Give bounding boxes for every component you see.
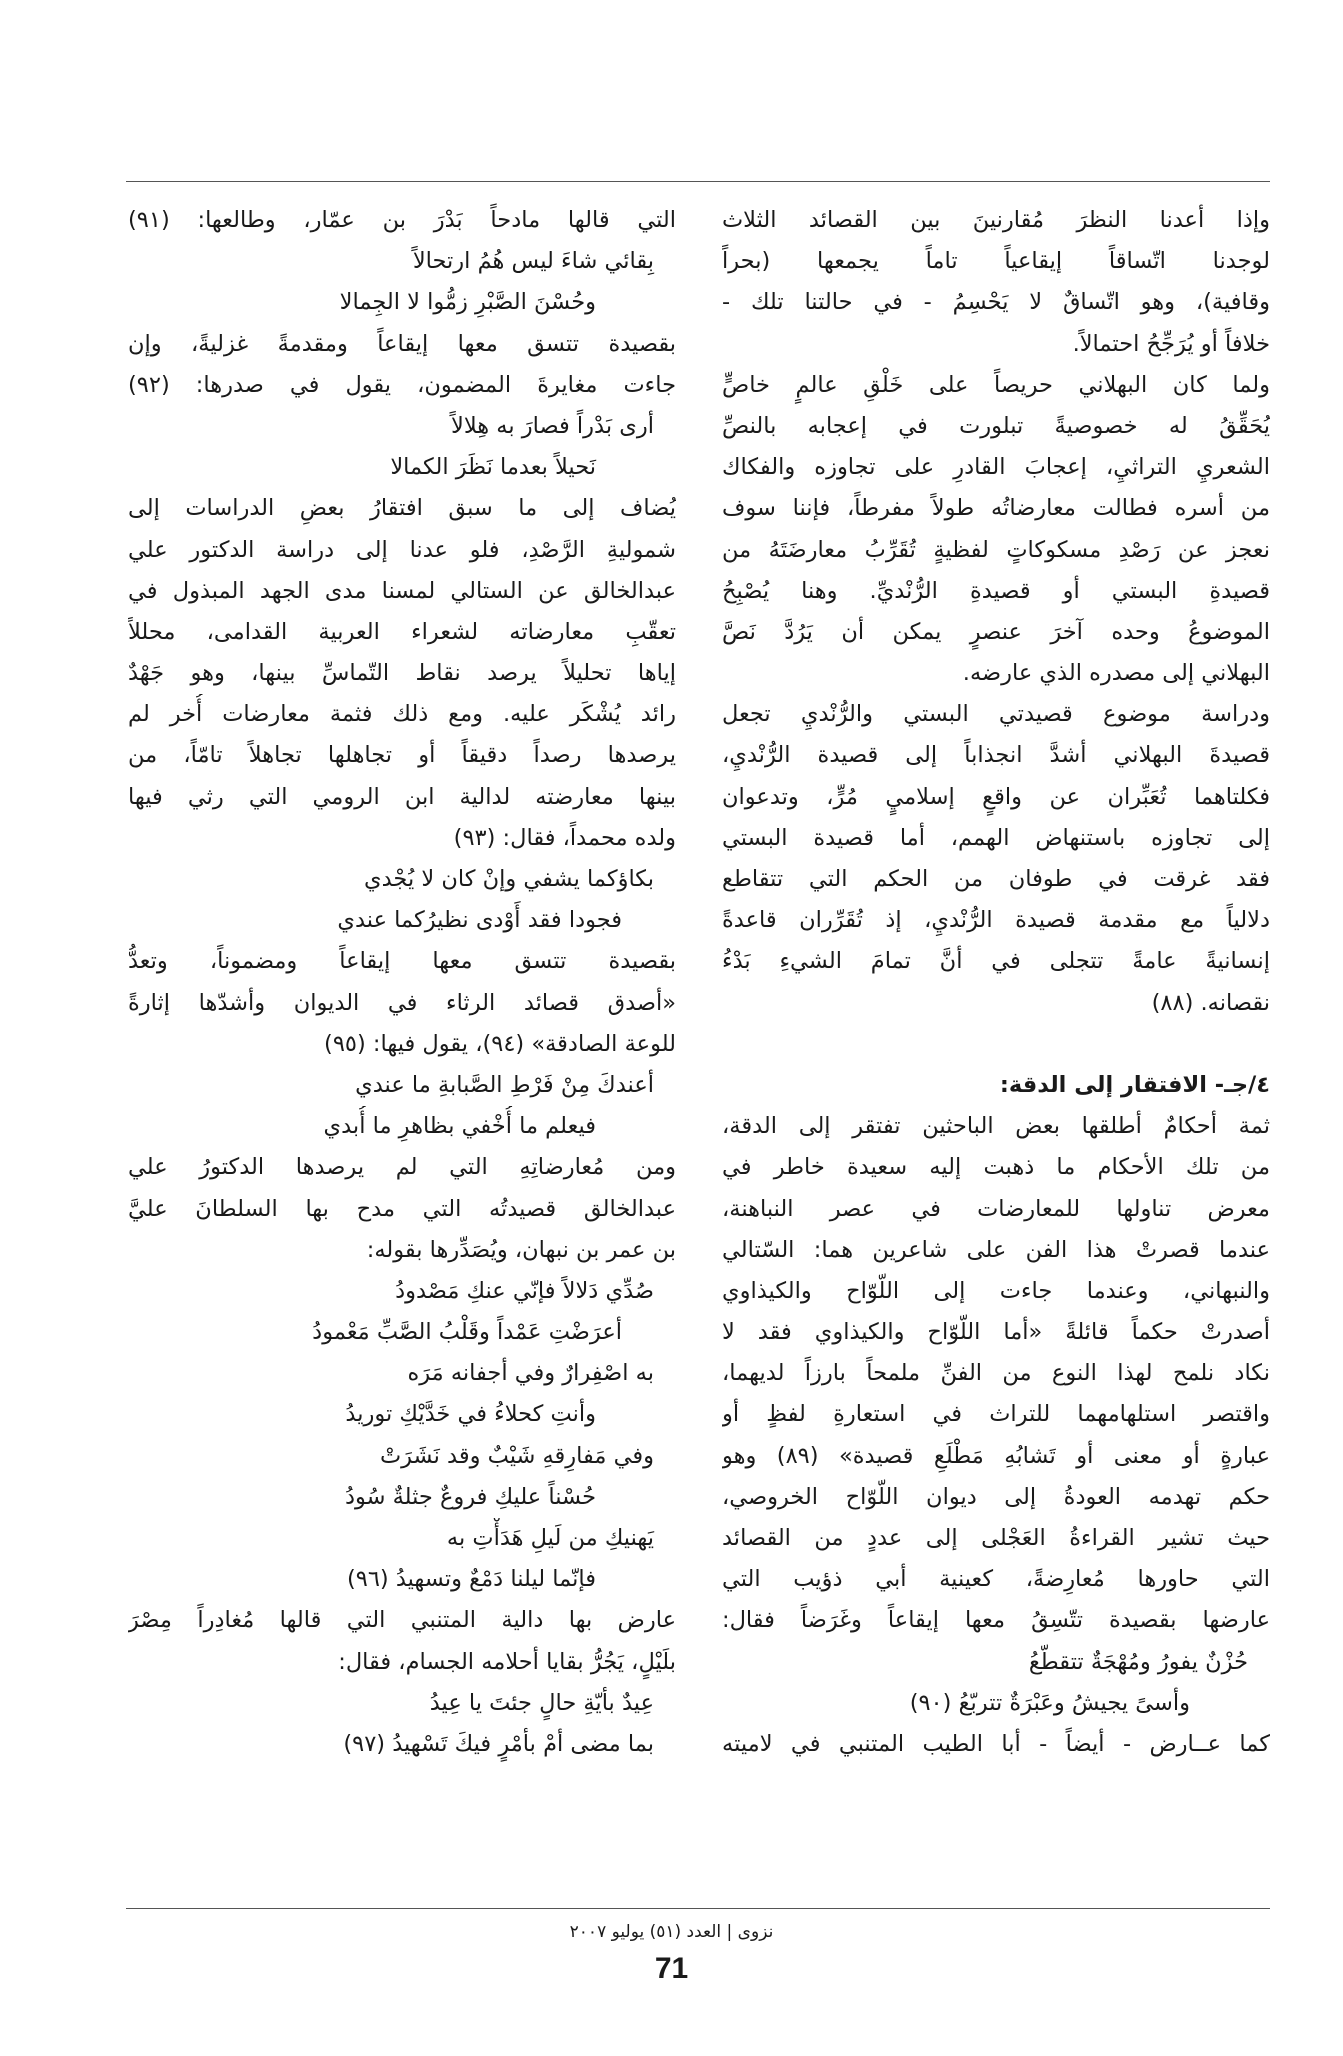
right-column-text-line: إلى تجاوزه باستنهاض الهمم، أما قصيدة البستي bbox=[722, 824, 1270, 851]
right-column-text-line: حيث تشير القراءةُ العَجْلى إلى عددٍ من القصائد bbox=[722, 1525, 1270, 1551]
right-column-text-line: معرض تناولها للمعارضات في عصر النباهنة، bbox=[722, 1195, 1270, 1222]
left-column-poem-verse: حُسْناً عليكِ فروعٌ جثلةٌ سُودُ bbox=[344, 1483, 596, 1510]
left-column-poem-verse: أعرَضْتِ عَمْداً وقَلْبُ الصَّبِّ مَعْمودُ bbox=[312, 1319, 622, 1346]
left-column-text-line: عبدالخالق عن الستالي لمسنا مدى الجهد المبذول في bbox=[128, 577, 676, 604]
right-column-text-line: دلالياً مع مقدمة قصيدة الرُّنْديِ، إذ تُقَرِّران قاعدةً bbox=[722, 907, 1270, 934]
left-column-poem-verse: به اصْفِرارٌ وفي أجفانه مَرَه bbox=[407, 1360, 654, 1387]
left-column-poem-verse: فجودا فقد أَوْدى نظيرُكما عندي bbox=[337, 907, 622, 934]
left-column-text-line: جاءت مغايرةَ المضمون، يقول في صدرها: (٩٢) bbox=[128, 371, 676, 398]
left-column-text-line: بن عمر بن نبهان، ويُصَدِّرها بقوله: bbox=[366, 1236, 676, 1263]
right-column-poem-verse: وأسىً يجيشُ وعَبْرَةٌ تتربّعُ (٩٠) bbox=[909, 1689, 1190, 1716]
left-column-poem-verse: أرى بَدْراً فصارَ به هِلالاً bbox=[451, 412, 654, 439]
left-column-text-line: يُضاف إلى ما سبق افتقارُ بعضِ الدراسات إلى bbox=[128, 495, 676, 522]
right-column-text-line: يُحَقِّقُ له خصوصيةً تبلورت في إعجابه بالنصِّ bbox=[722, 412, 1270, 439]
left-column-text-line: يرصدها رصداً دقيقاً أو تجاهلها تجاهلاً تامّاً، من bbox=[128, 742, 676, 769]
right-column-text-line: واقتصر استلهامهما للتراث في استعارةِ لفظٍ أو bbox=[722, 1401, 1270, 1428]
right-column-text-line: عبارةٍ أو معنى أو تَشابُهِ مَطْلَعِ قصيدة» (٨٩) وهو bbox=[722, 1442, 1270, 1469]
right-column-text-line: ولما كان البهلاني حريصاً على خَلْقِ عالمٍ خاصٍّ bbox=[722, 371, 1270, 398]
left-column bbox=[128, 200, 676, 1765]
left-column-text-line: التي قالها مادحاً بَدْرَ بن عمّار، وطالعها: (٩١) bbox=[128, 207, 676, 233]
right-column-text-line: الموضوعُ وحده آخرَ عنصرٍ يمكن أن يَرُدَّ نَصَّ bbox=[722, 618, 1270, 645]
right-column-text-line: خلافاً أو يُرَجِّحُ احتمالاً. bbox=[1072, 330, 1270, 357]
left-column-text-line: بينها معارضته لدالية ابن الرومي التي رثي فيها bbox=[128, 783, 676, 810]
right-column-text-line: والنبهاني، وعندما جاءت إلى اللّوّاح والكيذاوي bbox=[722, 1277, 1270, 1304]
left-column-text-line: بقصيدة تتسق معها إيقاعاً ومضموناً، وتعدُّ bbox=[128, 948, 676, 975]
right-column-text-line: الشعريِ التراثيِ، إعجابَ القادرِ على تجاوزه والفكاك bbox=[722, 454, 1270, 481]
left-column-text-line: تعقّبِ معارضاته لشعراء العربية القدامى، محللاً bbox=[128, 618, 676, 645]
left-column-poem-verse: بما مضى أمْ بأمْرٍ فيكَ تَسْهيدُ (٩٧) bbox=[343, 1730, 654, 1757]
right-column-text-line: التي حاورها مُعارِضةً، كعينية أبي ذؤيب التي bbox=[722, 1566, 1270, 1593]
right-column-text-line: وإذا أعدنا النظرَ مُقارنينَ بين القصائد الثلاث bbox=[722, 207, 1270, 233]
left-column-poem-verse: وأنتِ كحلاءُ في خَدَّيْكِ توريدُ bbox=[345, 1401, 596, 1428]
right-column-poem-verse: حُزْنٌ يفورُ ومُهْجَةٌ تتقطّعُ bbox=[1028, 1648, 1248, 1675]
left-column-poem-verse: بكاؤكما يشفي وإنْ كان لا يُجْدي bbox=[364, 866, 654, 892]
right-column-text-line bbox=[722, 1024, 1270, 1065]
right-column-text-line: أصدرتْ حكماً قائلةً «أما اللّوّاح والكيذاوي فقد لا bbox=[722, 1319, 1270, 1346]
right-column-text-line: قصيدةِ البستي أو قصيدةِ الرُّنْديِّ. وهنا يُصْبِحُ bbox=[722, 577, 1270, 604]
left-column-text-line: بقصيدة تتسق معها إيقاعاً ومقدمةً غزليةً، وإن bbox=[128, 330, 676, 357]
left-column-poem-verse: نَحيلاً بعدما نَظَرَ الكمالا bbox=[390, 454, 596, 481]
right-column-text-line: إنسانيةً عامةً تتجلى في أنَّ تمامَ الشيءِ بَدْءُ bbox=[722, 948, 1270, 975]
right-column-text-line: نقصانه. (٨٨) bbox=[1151, 989, 1270, 1016]
right-column-section-heading: ٤/جـ- الافتقار إلى الدقة: bbox=[999, 1071, 1270, 1098]
right-column-text-line: من أسره فطالت معارضاتُه طولاً مفرطاً، فإننا سوف bbox=[722, 495, 1270, 522]
right-column-text-line: نعجز عن رَصْدِ مسكوكاتٍ لفظيةٍ تُقَرِّبُ معارضَتَهُ من bbox=[722, 536, 1270, 563]
left-column-text-line: ولده محمداً، فقال: (٩٣) bbox=[453, 824, 676, 851]
left-column-text-line: عارض بها دالية المتنبي التي قالها مُغادِراً مِصْرَ bbox=[128, 1607, 676, 1634]
right-column-text-line: نكاد نلمح لهذا النوع من الفنِّ ملمحاً بارزاً لديهما، bbox=[722, 1360, 1270, 1387]
right-column-text-line: ثمة أحكامٌ أطلقها بعض الباحثين تفتقر إلى الدقة، bbox=[722, 1113, 1270, 1140]
right-column bbox=[722, 200, 1270, 1765]
left-column-poem-verse: عِيدٌ بأيّةِ حالٍ جئتَ يا عِيدُ bbox=[429, 1689, 654, 1716]
top-rule bbox=[126, 181, 1270, 182]
right-column-text-line: من تلك الأحكام ما ذهبت إليه سعيدة خاطر في bbox=[722, 1154, 1270, 1181]
right-column-text-line: حكم تهدمه العودةُ إلى ديوان اللّوّاح الخروصي، bbox=[722, 1483, 1270, 1510]
right-column-text-line: عارضها بقصيدة تتّسِقُ معها إيقاعاً وغَرَضاً فقال: bbox=[722, 1607, 1270, 1634]
page-number: 71 bbox=[654, 1952, 689, 1985]
right-column-text-line: البهلاني إلى مصدره الذي عارضه. bbox=[962, 660, 1270, 687]
left-column-poem-verse: صُدِّي دَلالاً فإنّي عنكِ مَصْدودُ bbox=[395, 1277, 654, 1304]
right-column-text-line: لوجدنا اتّساقاً إيقاعياً تاماً يجمعها (بحراً bbox=[722, 248, 1270, 275]
bottom-rule bbox=[126, 1908, 1270, 1909]
left-column-text-line: إياها تحليلاً يرصد نقاط التّماسِّ بينها، وهو جَهْدٌ bbox=[128, 660, 676, 687]
right-column-text-line: كما عــارض - أيضاً - أبا الطيب المتنبي في لاميته bbox=[722, 1730, 1270, 1757]
left-column-text-line: ومن مُعارضاتِهِ التي لم يرصدها الدكتورُ علي bbox=[128, 1154, 676, 1181]
right-column-text-line: ودراسة موضوع قصيدتي البستي والرُّنْديِ تجعل bbox=[722, 701, 1270, 728]
left-column-text-line: رائد يُشْكَر عليه. ومع ذلك فثمة معارضات أُخر لم bbox=[128, 701, 676, 728]
left-column-poem-verse: فإنّما ليلنا دَمْعٌ وتسهيدُ (٩٦) bbox=[346, 1566, 596, 1593]
left-column-poem-verse: أعندكَ مِنْ فَرْطِ الصَّبابةِ ما عندي bbox=[355, 1071, 654, 1098]
left-column-text-line: شموليةِ الرَّصْدِ، فلو عدنا إلى دراسة الدكتور علي bbox=[128, 536, 676, 563]
left-column-text-line: عبدالخالق قصيدتُه التي مدح بها السلطانَ عليَّ bbox=[128, 1195, 676, 1222]
running-footer: نزوى | العدد (٥١) يوليو ٢٠٠٧ bbox=[569, 1922, 774, 1942]
right-column-text-line: وقافية)، وهو اتّساقٌ لا يَحْسِمُ - في حالتنا تلك - bbox=[722, 289, 1270, 316]
left-column-text-line: «أصدق قصائد الرثاء في الديوان وأشدّها إثارةً bbox=[128, 989, 676, 1016]
left-column-poem-verse: فيعلم ما أُخْفي بظاهرِ ما أُبدي bbox=[323, 1113, 596, 1140]
left-column-poem-verse: وحُسْنَ الصَّبْرِ زمُّوا لا الجِمالا bbox=[339, 289, 596, 316]
right-column-text-line: عندما قصرتْ هذا الفن على شاعرين هما: السّتالي bbox=[722, 1236, 1270, 1263]
right-column-text-line: فكلتاهما تُعَبِّران عن واقعٍ إسلاميٍ مُرٍّ، وتدعوان bbox=[722, 783, 1270, 810]
left-column-poem-verse: يَهنيكِ من لَيلِ هَدَأْتِ به bbox=[446, 1525, 654, 1551]
right-column-text-line: قصيدةَ البهلاني أشدَّ انجذاباً إلى قصيدة الرُّنْديِ، bbox=[722, 742, 1270, 769]
left-column-poem-verse: بِقائي شاءَ ليس هُمُ ارتحالاً bbox=[412, 248, 654, 275]
right-column-text-line: فقد غرقت في طوفان من الحكم التي تتقاطع bbox=[722, 866, 1270, 892]
left-column-poem-verse: وفي مَفارِقهِ شَيْبٌ وقد نَشَرَتْ bbox=[379, 1442, 654, 1469]
left-column-text-line: بلَيْلٍ، يَجُرُّ بقايا أحلامه الجسام، فقال: bbox=[338, 1648, 676, 1675]
left-column-text-line: للوعة الصادقة» (٩٤)، يقول فيها: (٩٥) bbox=[324, 1030, 676, 1057]
